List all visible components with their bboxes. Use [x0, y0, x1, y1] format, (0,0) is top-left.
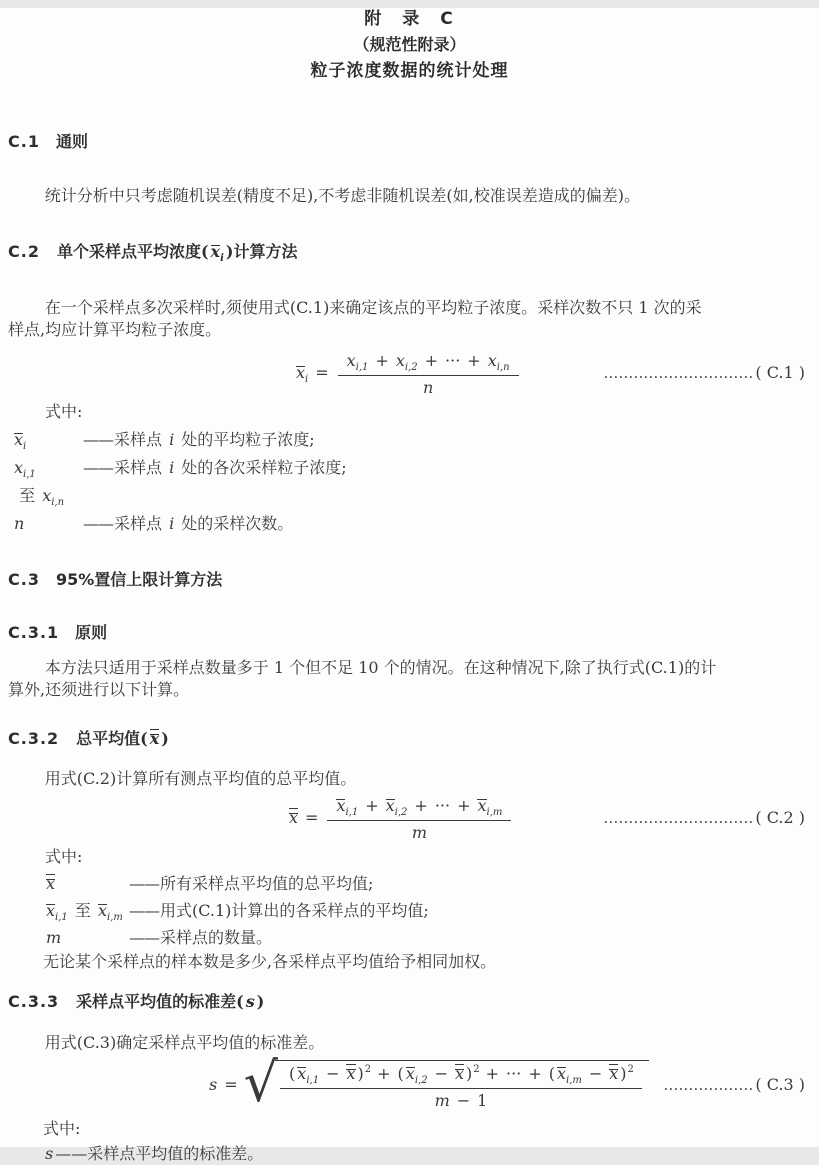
definition-s: s ——采样点平均值的标准差。 — [45, 1144, 264, 1163]
section-number-c1: C.1 — [8, 132, 40, 151]
where-label-c1: 式中: — [45, 402, 83, 421]
equation-c1 — [8, 345, 811, 401]
definition-dash: —— — [83, 430, 113, 449]
dot-leader-c1: ………………………… — [603, 364, 754, 382]
definition-dash: —— — [83, 514, 113, 533]
formula-c3: s = √ $\frac{( x_{i,1} - x )^2 + ( x_{i,2} - x )^2 + \cdot\cdot\cdot + ( x_{i,m} - x )^2}{m - 1}$ — [208, 1060, 649, 1111]
dot-leader-c3: ……………… — [663, 1076, 754, 1094]
equation-number-c1: ( C.1 ) — [755, 363, 805, 382]
appendix-title: 附 录 C — [364, 9, 455, 29]
section-number-c3: C.3 — [8, 570, 40, 589]
section-heading-c33 — [8, 991, 811, 1013]
section-number-c31: C.3.1 — [8, 623, 60, 642]
paragraph-c31-line2: 算外,还须进行以下计算。 — [8, 680, 190, 699]
definition-list-c2 — [45, 870, 811, 951]
section-title-c32: 总平均值( x ) — [76, 729, 169, 748]
paragraph-c33: 用式(C.3)确定采样点平均值的标准差。 — [44, 1033, 325, 1052]
appendix-doc-title: 粒子浓度数据的统计处理 — [310, 61, 509, 81]
equation-number-c3: ( C.3 ) — [755, 1075, 805, 1094]
definition-term: x — [46, 874, 56, 893]
paragraph-c31 — [8, 657, 811, 701]
definition-term: n — [14, 514, 25, 533]
section-title-c2: 单个采样点平均浓度( $x_i$ )计算方法 — [56, 242, 298, 264]
definition-text: 采样点 i 处的采样次数。 — [114, 514, 294, 533]
definition-row — [13, 426, 811, 454]
section-heading-c1 — [8, 131, 811, 153]
definition-dash: —— — [129, 928, 159, 947]
section-heading-c31 — [8, 622, 811, 644]
section-title-c1: 通则 — [55, 132, 88, 151]
definition-dash: —— — [129, 901, 159, 920]
section-heading-c3 — [8, 569, 811, 591]
paragraph-c31-line1: 本方法只适用于采样点数量多于 1 个但不足 10 个的情况。在这种情况下,除了执行式(C.1)的计 — [44, 658, 717, 677]
definition-list-c1 — [13, 426, 811, 538]
formula-c1: $x_i$ = $\frac{x_{i,1} + x_{i,2} + \cdot\cdot\cdot + x_{i,n}}{n}$ — [295, 349, 522, 398]
definition-term: $x_{i,1}$ 至 $x_{i,m}$ — [46, 901, 123, 923]
paragraph-c1: 统计分析中只考虑随机误差(精度不足),不考虑非随机误差(如,校准误差造成的偏差)。 — [44, 186, 640, 205]
paragraph-c2-line2: 样点,均应计算平均粒子浓度。 — [8, 320, 222, 339]
appendix-subtitle: （规范性附录） — [353, 35, 466, 54]
definition-term: m — [46, 928, 62, 947]
equation-c3 — [8, 1051, 811, 1114]
section-title-c31: 原则 — [75, 623, 108, 642]
definition-row — [45, 897, 811, 924]
section-heading-c32 — [8, 728, 811, 750]
document-page — [0, 8, 819, 1163]
where-label-c3: 式中: — [43, 1119, 81, 1138]
section-heading-c2 — [8, 241, 811, 263]
definition-term: $x_i$ — [14, 430, 27, 452]
definition-row — [13, 454, 811, 510]
paragraph-c2-line1: 在一个采样点多次采样时,须使用式(C.1)来确定该点的平均粒子浓度。采样次数不只 1 次的采 — [44, 298, 702, 317]
section-number-c32: C.3.2 — [8, 729, 60, 748]
where-label-c2: 式中: — [45, 847, 83, 866]
section-title-c3: 95%置信上限计算方法 — [55, 570, 223, 589]
definition-dash: —— — [83, 458, 113, 477]
section-title-c33: 采样点平均值的标准差( s ) — [76, 992, 265, 1011]
definition-text: 所有采样点平均值的总平均值; — [160, 874, 374, 893]
definition-text: 用式(C.1)计算出的各采样点的平均值; — [160, 901, 429, 920]
equation-c2 — [8, 790, 811, 846]
definition-text: 采样点 i 处的平均粒子浓度; — [114, 430, 315, 449]
definition-row — [13, 510, 811, 538]
paragraph-c32: 用式(C.2)计算所有测点平均值的总平均值。 — [44, 769, 357, 788]
note-equal-weighting: 无论某个采样点的样本数是多少,各采样点平均值给予相同加权。 — [43, 952, 497, 971]
section-number-c33: C.3.3 — [8, 992, 60, 1011]
formula-c2: x = $\frac{x_{i,1} + x_{i,2} + \cdot\cdot\cdot + x_{i,m}}{m}$ — [288, 794, 514, 843]
definition-row — [45, 924, 811, 951]
definition-text: 采样点的数量。 — [160, 928, 273, 947]
definition-text: 采样点 i 处的各次采样粒子浓度; — [114, 458, 347, 477]
definition-dash: —— — [129, 874, 159, 893]
equation-number-c2: ( C.2 ) — [755, 808, 805, 827]
definition-term: $x_{i,1}$ 至 $x_{i,n}$ — [14, 458, 65, 508]
dot-leader-c2: ………………………… — [603, 809, 754, 827]
paragraph-c2 — [8, 297, 811, 341]
section-number-c2: C.2 — [8, 242, 40, 261]
definition-row — [45, 870, 811, 897]
